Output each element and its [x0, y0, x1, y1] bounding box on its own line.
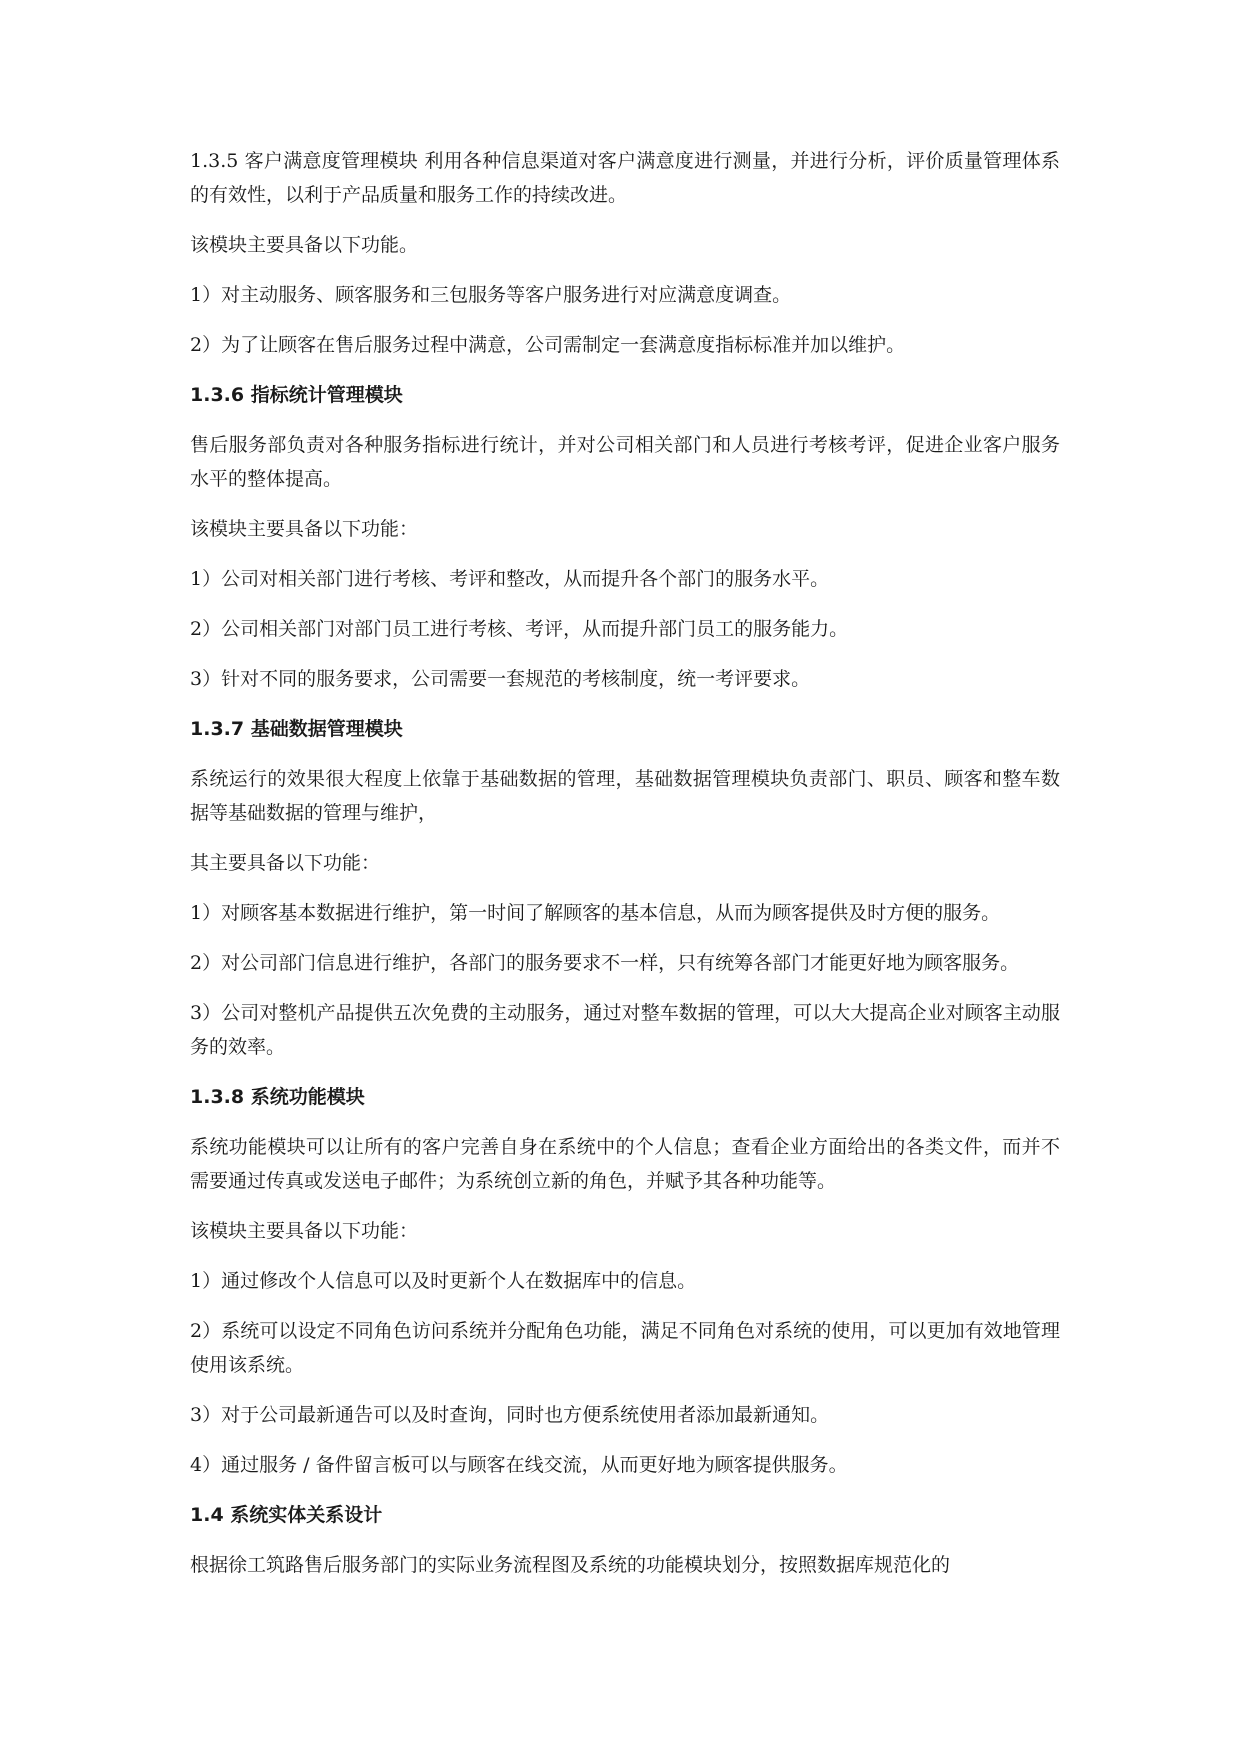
list-item: 2）系统可以设定不同角色访问系统并分配角色功能，满足不同角色对系统的使用，可以更加有效地管理使用该系统。 [190, 1320, 1060, 1376]
list-item: 1）对主动服务、顾客服务和三包服务等客户服务进行对应满意度调查。 [190, 284, 792, 306]
functions-intro: 该模块主要具备以下功能： [190, 518, 419, 540]
section-paragraph: 根据徐工筑路售后服务部门的实际业务流程图及系统的功能模块划分，按照数据库规范化的 [190, 1554, 951, 1576]
functions-intro: 其主要具备以下功能： [190, 852, 381, 874]
section-1-3-5-paragraph: 1.3.5 客户满意度管理模块 利用各种信息渠道对客户满意度进行测量，并进行分析，评价质量管理体系的有效性，以利于产品质量和服务工作的持续改进。 [190, 150, 1060, 206]
list-item: 2）为了让顾客在售后服务过程中满意，公司需制定一套满意度指标标准并加以维护。 [190, 334, 906, 356]
section-paragraph: 售后服务部负责对各种服务指标进行统计，并对公司相关部门和人员进行考核考评，促进企业客户服务水平的整体提高。 [190, 434, 1060, 490]
section-heading-1-4: 1.4 系统实体关系设计 [190, 1504, 383, 1526]
list-item: 1）通过修改个人信息可以及时更新个人在数据库中的信息。 [190, 1270, 697, 1292]
functions-intro: 该模块主要具备以下功能： [190, 1220, 419, 1242]
list-item: 2）公司相关部门对部门员工进行考核、考评，从而提升部门员工的服务能力。 [190, 618, 849, 640]
list-item: 1）对顾客基本数据进行维护，第一时间了解顾客的基本信息，从而为顾客提供及时方便的服务。 [190, 902, 1001, 924]
list-item: 3）对于公司最新通告可以及时查询，同时也方便系统使用者添加最新通知。 [190, 1404, 830, 1426]
section-heading-1-3-8: 1.3.8 系统功能模块 [190, 1086, 365, 1108]
list-item: 3）针对不同的服务要求，公司需要一套规范的考核制度，统一考评要求。 [190, 668, 811, 690]
document-page [190, 144, 1060, 1598]
section-paragraph: 系统运行的效果很大程度上依靠于基础数据的管理，基础数据管理模块负责部门、职员、顾客和整车数据等基础数据的管理与维护， [190, 768, 1060, 824]
section-heading-1-3-7: 1.3.7 基础数据管理模块 [190, 718, 403, 740]
list-item: 4）通过服务 / 备件留言板可以与顾客在线交流，从而更好地为顾客提供服务。 [190, 1454, 848, 1476]
list-item: 3）公司对整机产品提供五次免费的主动服务，通过对整车数据的管理，可以大大提高企业对顾客主动服务的效率。 [190, 1002, 1060, 1058]
section-heading-1-3-6: 1.3.6 指标统计管理模块 [190, 384, 403, 406]
functions-intro: 该模块主要具备以下功能。 [190, 234, 419, 256]
section-paragraph: 系统功能模块可以让所有的客户完善自身在系统中的个人信息；查看企业方面给出的各类文件，而并不需要通过传真或发送电子邮件；为系统创立新的角色，并赋予其各种功能等。 [190, 1136, 1060, 1192]
list-item: 1）公司对相关部门进行考核、考评和整改，从而提升各个部门的服务水平。 [190, 568, 830, 590]
list-item: 2）对公司部门信息进行维护，各部门的服务要求不一样，只有统筹各部门才能更好地为顾客服务。 [190, 952, 1020, 974]
